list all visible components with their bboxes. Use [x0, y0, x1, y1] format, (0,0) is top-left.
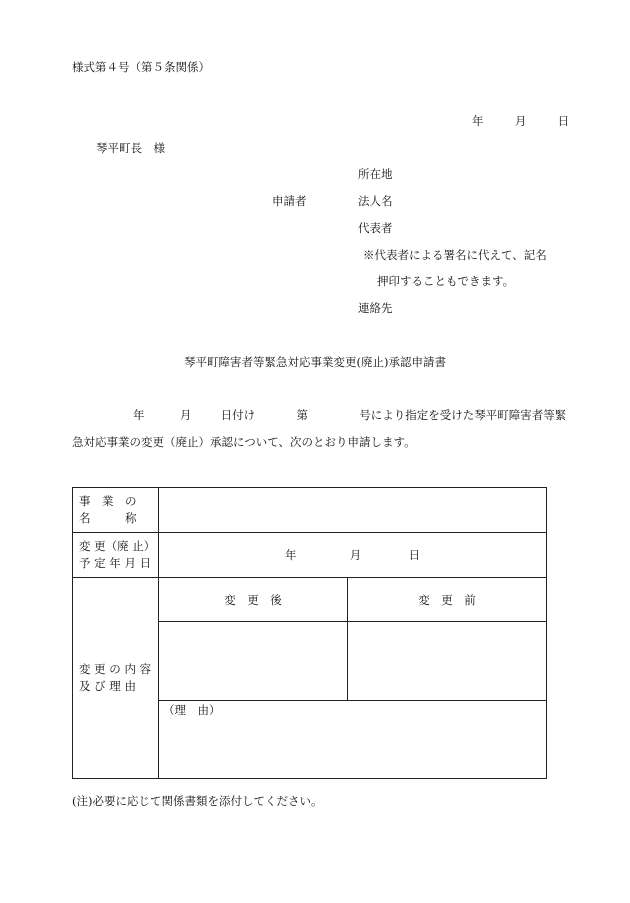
table-row: [73, 578, 547, 622]
business-name-label: [73, 488, 159, 533]
date-year: 年: [472, 114, 484, 128]
body-line1-rest: 号により指定を受けた琴平町障害者等緊: [359, 408, 567, 422]
business-name-label-line2: 名 称: [79, 511, 137, 525]
body-day: 日付け: [220, 408, 256, 422]
form-number: 様式第４号（第５条関係）: [72, 60, 210, 74]
corp-name-label: 法人名: [358, 194, 393, 208]
change-content-label: [73, 578, 159, 779]
scheduled-day: 日: [408, 548, 421, 562]
business-name-label-line1: 事 業 の: [79, 494, 137, 508]
scheduled-date-label-line2: 予 定 年 月 日: [79, 556, 152, 570]
body-line2: 急対応事業の変更（廃止）承認について、次のとおり申請します。: [72, 435, 416, 449]
representative-label: 代表者: [358, 221, 393, 235]
body-number-prefix: 第: [296, 408, 308, 422]
reason-field[interactable]: [159, 701, 547, 779]
table-row: [73, 488, 547, 533]
scheduled-date-field[interactable]: [159, 533, 547, 578]
change-content-label-line2: 及 び 理 由: [79, 679, 136, 693]
signature-note-line2: 押印することもできます。: [377, 274, 515, 288]
table-row: [73, 533, 547, 578]
contact-label: 連絡先: [358, 301, 393, 315]
body-year: 年: [133, 408, 145, 422]
before-change-field[interactable]: [348, 622, 547, 701]
after-change-header: 変 更 後: [159, 578, 348, 622]
scheduled-date-label-line1: 変 更（廃 止）: [79, 539, 156, 553]
address-label: 所在地: [358, 167, 393, 181]
scheduled-date-label: [73, 533, 159, 578]
date-day: 日: [557, 114, 570, 128]
before-change-header: 変 更 前: [348, 578, 547, 622]
body-month: 月: [179, 408, 192, 422]
after-change-field[interactable]: [159, 622, 348, 701]
addressee: 琴平町長 様: [96, 141, 165, 155]
date-month: 月: [514, 114, 527, 128]
application-table: [72, 487, 547, 779]
date-line: [472, 113, 569, 129]
body-line1: [133, 407, 566, 423]
change-content-label-line1: 変 更 の 内 容: [79, 662, 152, 676]
footnote: (注)必要に応じて関係書類を添付してください。: [72, 794, 323, 808]
signature-note-line1: ※代表者による署名に代えて、記名: [363, 248, 547, 262]
business-name-field[interactable]: [159, 488, 547, 533]
document-title: 琴平町障害者等緊急対応事業変更(廃止)承認申請書: [184, 355, 446, 369]
applicant-label: 申請者: [272, 194, 307, 208]
scheduled-month: 月: [349, 548, 362, 562]
reason-label: （理 由）: [163, 703, 221, 717]
scheduled-year: 年: [284, 548, 297, 562]
